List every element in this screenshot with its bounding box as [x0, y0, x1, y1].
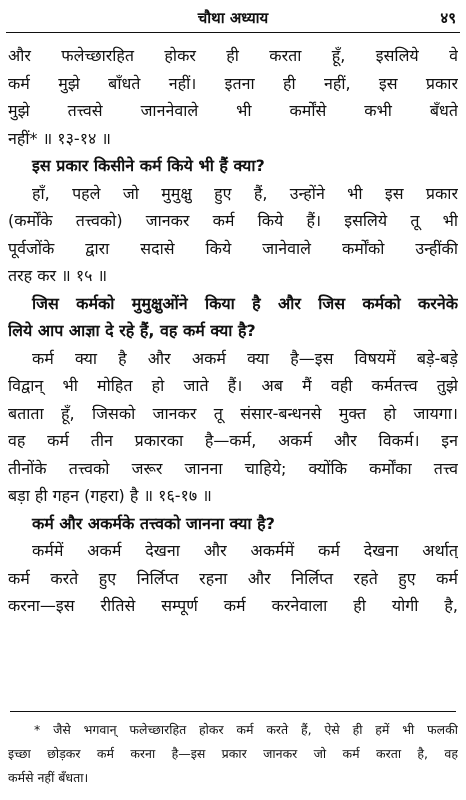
footnote [8, 718, 458, 790]
question-heading: कर्म और अकर्मके तत्त्वको जानना क्या है? [32, 513, 275, 533]
text-line: कर्म करते हुए निर्लिप्त रहना और निर्लिप्त रहते हुए कर्म [8, 568, 458, 588]
body-text [8, 42, 458, 620]
header-divider [6, 32, 460, 33]
text-line: विद्वान् भी मोहित हो जाते हैं। अब मैं वही कर्मतत्त्व तुझे [8, 376, 458, 395]
question-heading: जिस कर्मको मुमुक्षुओंने किया है और जिस कर्मको करनेके [32, 293, 458, 313]
footnote-line: * जैसे भगवान् फलेच्छारहित होकर कर्म करते हैं, ऐसे ही हमें भी फलकी [34, 722, 458, 737]
text-line: बताता हूँ, जिसको जानकर तू संसार-बन्धनसे मुक्त हो जायगा। [8, 403, 458, 423]
text-line: हाँ, पहले जो मुमुक्षु हुए हैं, उन्होंने भी इस प्रकार [32, 183, 458, 203]
text-line: पूर्वजोंके द्वारा सदासे किये जानेवाले कर्मोंको उन्हींकी [8, 238, 458, 258]
footnote-line: कर्मसे नहीं बँधता। [8, 770, 89, 785]
footnote-line: इच्छा छोड़कर कर्म करना है—इस प्रकार जानकर जो कर्म करता है, वह [8, 746, 458, 761]
chapter-title: चौथा अध्याय [197, 9, 269, 27]
text-line: तीनोंके तत्त्वको जरूर जानना चाहिये; क्योंकि कर्मोंका तत्त्व [8, 458, 458, 478]
text-line: (कर्मोंके तत्त्वको) जानकर कर्म किये हैं। इसलिये तू भी [8, 211, 458, 230]
text-line: कर्म मुझे बाँधते नहीं। इतना ही नहीं, इस प्रकार [8, 73, 458, 93]
question-heading: इस प्रकार किसीने कर्म किये भी हैं क्या? [32, 156, 265, 175]
page-header [6, 4, 460, 32]
text-line: कर्ममें अकर्म देखना और अकर्ममें कर्म देखना अर्थात् [32, 541, 458, 560]
text-line: नहीं* ॥ १३-१४ ॥ [8, 128, 111, 148]
text-line: मुझे तत्त्वसे जाननेवाले भी कर्मोंसे कभी बँधते [8, 101, 458, 120]
text-line: तरह कर ॥ १५ ॥ [8, 266, 108, 285]
text-line: बड़ा ही गहन (गहरा) है ॥ १६-१७ ॥ [8, 486, 212, 505]
page-number: ४९ [440, 9, 456, 27]
question-heading: लिये आप आज्ञा दे रहे हैं, वह कर्म क्या है? [8, 321, 256, 340]
text-line: वह कर्म तीन प्रकारका है—कर्म, अकर्म और विकर्म। इन [8, 431, 458, 450]
text-line: और फलेच्छारहित होकर ही करता हूँ, इसलिये वे [8, 46, 458, 65]
footnote-divider [10, 711, 456, 712]
text-line: करना—इस रीतिसे सम्पूर्ण कर्म करनेवाला ही योगी है, [8, 596, 458, 615]
text-line: कर्म क्या है और अकर्म क्या है—इस विषयमें बड़े-बड़े [32, 348, 458, 368]
